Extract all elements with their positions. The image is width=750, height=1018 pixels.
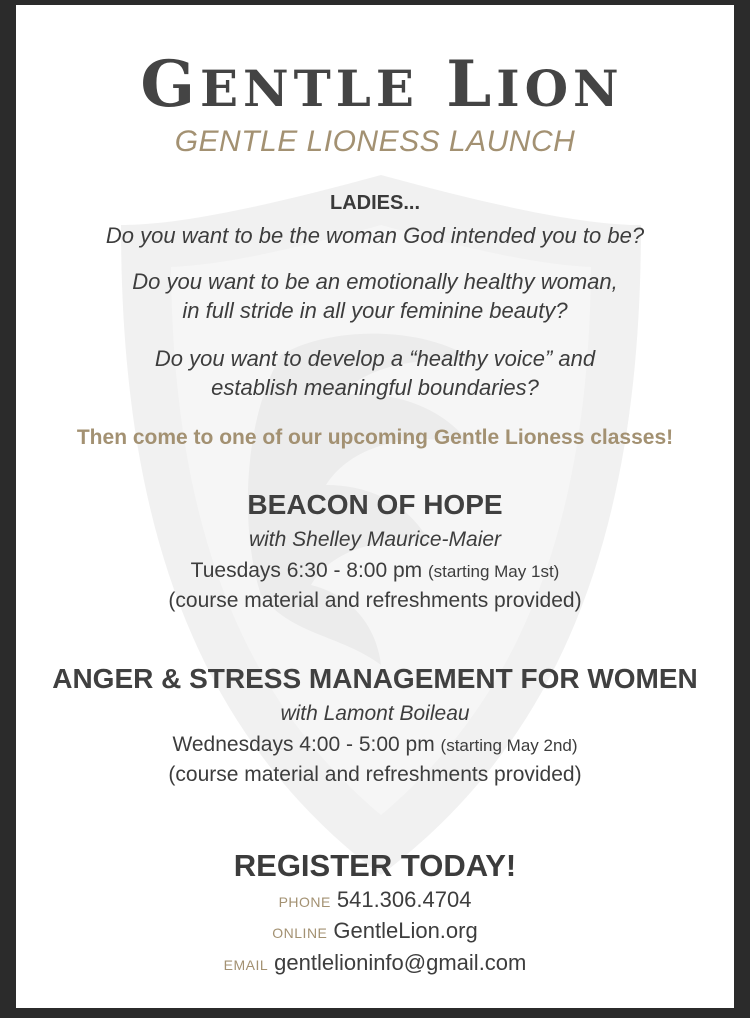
- register-heading: REGISTER TODAY!: [233, 848, 517, 883]
- email-label: EMAIL: [223, 957, 269, 973]
- title-initial-g: G: [140, 47, 200, 122]
- email-link[interactable]: gentlelioninfo@gmail.com: [274, 950, 527, 975]
- course-2-start: (starting May 2nd): [440, 736, 578, 755]
- course-1-note: (course material and refreshments provided): [168, 589, 582, 612]
- contact-online: [16, 918, 734, 944]
- course-2-note: (course material and refreshments provided): [168, 763, 582, 786]
- course-2-instructor: with Lamont Boileau: [280, 702, 470, 725]
- course-2-time: Wednesdays 4:00 - 5:00 pm: [172, 733, 435, 756]
- course-1-schedule: [16, 558, 734, 583]
- course-1-time: Tuesdays 6:30 - 8:00 pm: [190, 559, 423, 582]
- course-1-instructor: with Shelley Maurice-Maier: [248, 528, 502, 551]
- website-link[interactable]: GentleLion.org: [333, 918, 478, 943]
- contact-email: [16, 950, 734, 976]
- subtitle: GENTLE LIONESS LAUNCH: [174, 125, 576, 158]
- phone-label: PHONE: [278, 894, 331, 910]
- question-1: Do you want to be the woman God intended you to be?: [105, 223, 645, 248]
- brand-title: [16, 47, 734, 122]
- title-rest-entle: ENTLE: [200, 59, 419, 118]
- course-1-title: BEACON OF HOPE: [247, 489, 503, 520]
- call-to-action: Then come to one of our upcoming Gentle Lioness classes!: [76, 426, 674, 449]
- title-initial-l: L: [446, 47, 497, 122]
- question-2-line-1: Do you want to be an emotionally healthy woman,: [132, 269, 618, 294]
- online-label: ONLINE: [272, 925, 328, 941]
- flyer: [16, 5, 734, 1008]
- title-rest-ion: ION: [496, 59, 624, 118]
- phone-number[interactable]: 541.306.4704: [336, 887, 472, 912]
- question-3-line-2: establish meaningful boundaries?: [211, 375, 539, 400]
- question-3-line-1: Do you want to develop a “healthy voice” and: [154, 346, 596, 371]
- question-2-line-2: in full stride in all your feminine beauty?: [182, 298, 568, 323]
- course-2-schedule: [16, 732, 734, 757]
- contact-phone: [16, 887, 734, 913]
- ladies-heading: LADIES...: [329, 192, 420, 214]
- course-2-title: ANGER & STRESS MANAGEMENT FOR WOMEN: [52, 663, 698, 694]
- course-1-start: (starting May 1st): [428, 562, 560, 581]
